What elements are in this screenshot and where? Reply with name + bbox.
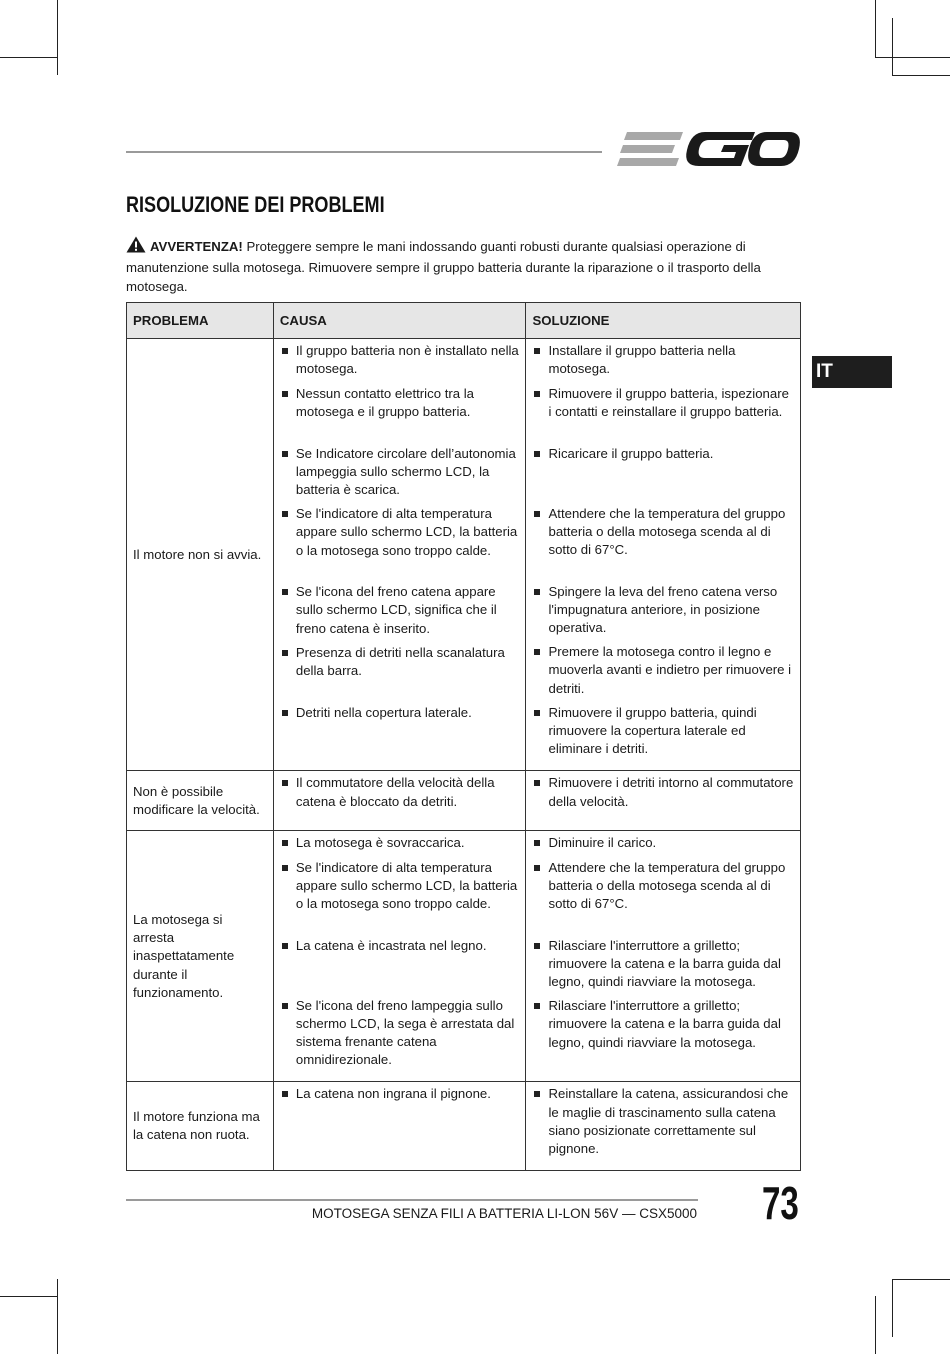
solution-item: Ricaricare il gruppo batteria.: [532, 445, 794, 499]
crop-mark: [892, 1279, 950, 1280]
solution-item: Rimuovere il gruppo batteria, ispezionare i contatti e reinstallare il gruppo batteria.: [532, 385, 794, 439]
solution-item: Rimuovere i detriti intorno al commutatore della velocità.: [532, 774, 794, 818]
header-problema: PROBLEMA: [127, 303, 274, 339]
table-row: [127, 339, 801, 771]
table-row: [127, 771, 801, 831]
header-soluzione: SOLUZIONE: [526, 303, 801, 339]
crop-mark: [57, 0, 58, 75]
cause-item: La catena non ingrana il pignone.: [280, 1085, 520, 1157]
language-tab: IT: [812, 356, 892, 388]
ego-logo-icon: [617, 128, 801, 172]
warning-triangle-icon: [126, 236, 146, 258]
warning-label: AVVERTENZA!: [150, 239, 243, 254]
solution-cell: [526, 831, 801, 1082]
table-row: [127, 831, 801, 1082]
solution-item: Attendere che la temperatura del gruppo batteria o della motosega scenda al di sotto di 67°C.: [532, 505, 794, 577]
crop-mark: [892, 1279, 893, 1337]
cause-item: Se l'icona del freno lampeggia sullo schermo LCD, la sega è arrestata dal sistema frenante catena omnidirezionale.: [280, 997, 520, 1070]
header-causa: CAUSA: [273, 303, 526, 339]
solution-cell: [526, 1082, 801, 1171]
cause-item: Presenza di detriti nella scanalatura della barra.: [280, 644, 520, 698]
header-rule: [126, 151, 602, 153]
problem-cell: La motosega si arresta inaspettatamente durante il funzionamento.: [127, 831, 274, 1082]
footer-rule: [126, 1199, 698, 1201]
cause-item: Il commutatore della velocità della catena è bloccato da detriti.: [280, 774, 520, 818]
problem-cell: Il motore non si avvia.: [127, 339, 274, 771]
problem-cell: Non è possibile modificare la velocità.: [127, 771, 274, 831]
crop-mark: [892, 75, 950, 76]
table-row: [127, 1082, 801, 1171]
solution-item: Rilasciare l'interruttore a grilletto; rimuovere la catena e la barra guida dal legno, quindi riavviare la motosega.: [532, 997, 794, 1069]
cause-cell: [273, 339, 526, 771]
crop-mark: [875, 57, 950, 58]
solution-item: Rilasciare l'interruttore a grilletto; rimuovere la catena e la barra guida dal legno, quindi riavviare la motosega.: [532, 937, 794, 992]
cause-item: Detriti nella copertura laterale.: [280, 704, 520, 740]
cause-item: Se l'indicatore di alta temperatura appare sullo schermo LCD, la batteria o la motosega sono troppo calde.: [280, 859, 520, 931]
solution-cell: [526, 771, 801, 831]
cause-item: Se l'indicatore di alta temperatura appare sullo schermo LCD, la batteria o la motosega sono troppo calde.: [280, 505, 520, 577]
crop-mark: [875, 0, 876, 57]
troubleshooting-table: [126, 302, 801, 1171]
page-title: RISOLUZIONE DEI PROBLEMI: [126, 192, 385, 217]
cause-item: Se Indicatore circolare dell’autonomia lampeggia sullo schermo LCD, la batteria è scarica.: [280, 445, 520, 500]
cause-item: Se l'icona del freno catena appare sullo schermo LCD, significa che il freno catena è inserito.: [280, 583, 520, 638]
crop-mark: [892, 18, 893, 75]
solution-item: Spingere la leva del freno catena verso l'impugnatura anteriore, in posizione operativa.: [532, 583, 794, 638]
brand-logo: [617, 128, 801, 172]
crop-mark: [57, 1279, 58, 1354]
cause-cell: [273, 1082, 526, 1171]
warning-text: Proteggere sempre le mani indossando guanti robusti durante qualsiasi operazione di manutenzione sulla motosega. Rimuovere sempre il gruppo batteria durante la riparazione o il trasporto della motosega.: [126, 239, 761, 294]
footer-text: MOTOSEGA SENZA FILI A BATTERIA LI-LON 56V — CSX5000: [311, 1206, 697, 1221]
solution-cell: [526, 339, 801, 771]
solution-item: Installare il gruppo batteria nella motosega.: [532, 342, 794, 378]
solution-item: Reinstallare la catena, assicurandosi che le maglie di trascinamento sulla catena siano posizionate correttamente sul pignone.: [532, 1085, 794, 1158]
cause-cell: [273, 831, 526, 1082]
cause-item: La motosega è sovraccarica.: [280, 834, 520, 852]
warning-notice: [126, 236, 816, 296]
cause-item: La catena è incastrata nel legno.: [280, 937, 520, 991]
cause-cell: [273, 771, 526, 831]
solution-item: Premere la motosega contro il legno e muoverla avanti e indietro per rimuovere i detriti.: [532, 643, 794, 698]
page-number: 73: [762, 1177, 799, 1229]
table-header-row: [127, 303, 801, 339]
crop-mark: [0, 57, 57, 58]
problem-cell: Il motore funziona ma la catena non ruota.: [127, 1082, 274, 1171]
solution-item: Rimuovere il gruppo batteria, quindi rimuovere la copertura laterale ed eliminare i detriti.: [532, 704, 794, 759]
crop-mark: [0, 1296, 57, 1297]
solution-item: Attendere che la temperatura del gruppo batteria o della motosega scenda al di sotto di 67°C.: [532, 859, 794, 931]
cause-item: Nessun contatto elettrico tra la motosega e il gruppo batteria.: [280, 385, 520, 439]
solution-item: Diminuire il carico.: [532, 834, 794, 852]
cause-item: Il gruppo batteria non è installato nella motosega.: [280, 342, 520, 378]
crop-mark: [875, 1296, 876, 1354]
